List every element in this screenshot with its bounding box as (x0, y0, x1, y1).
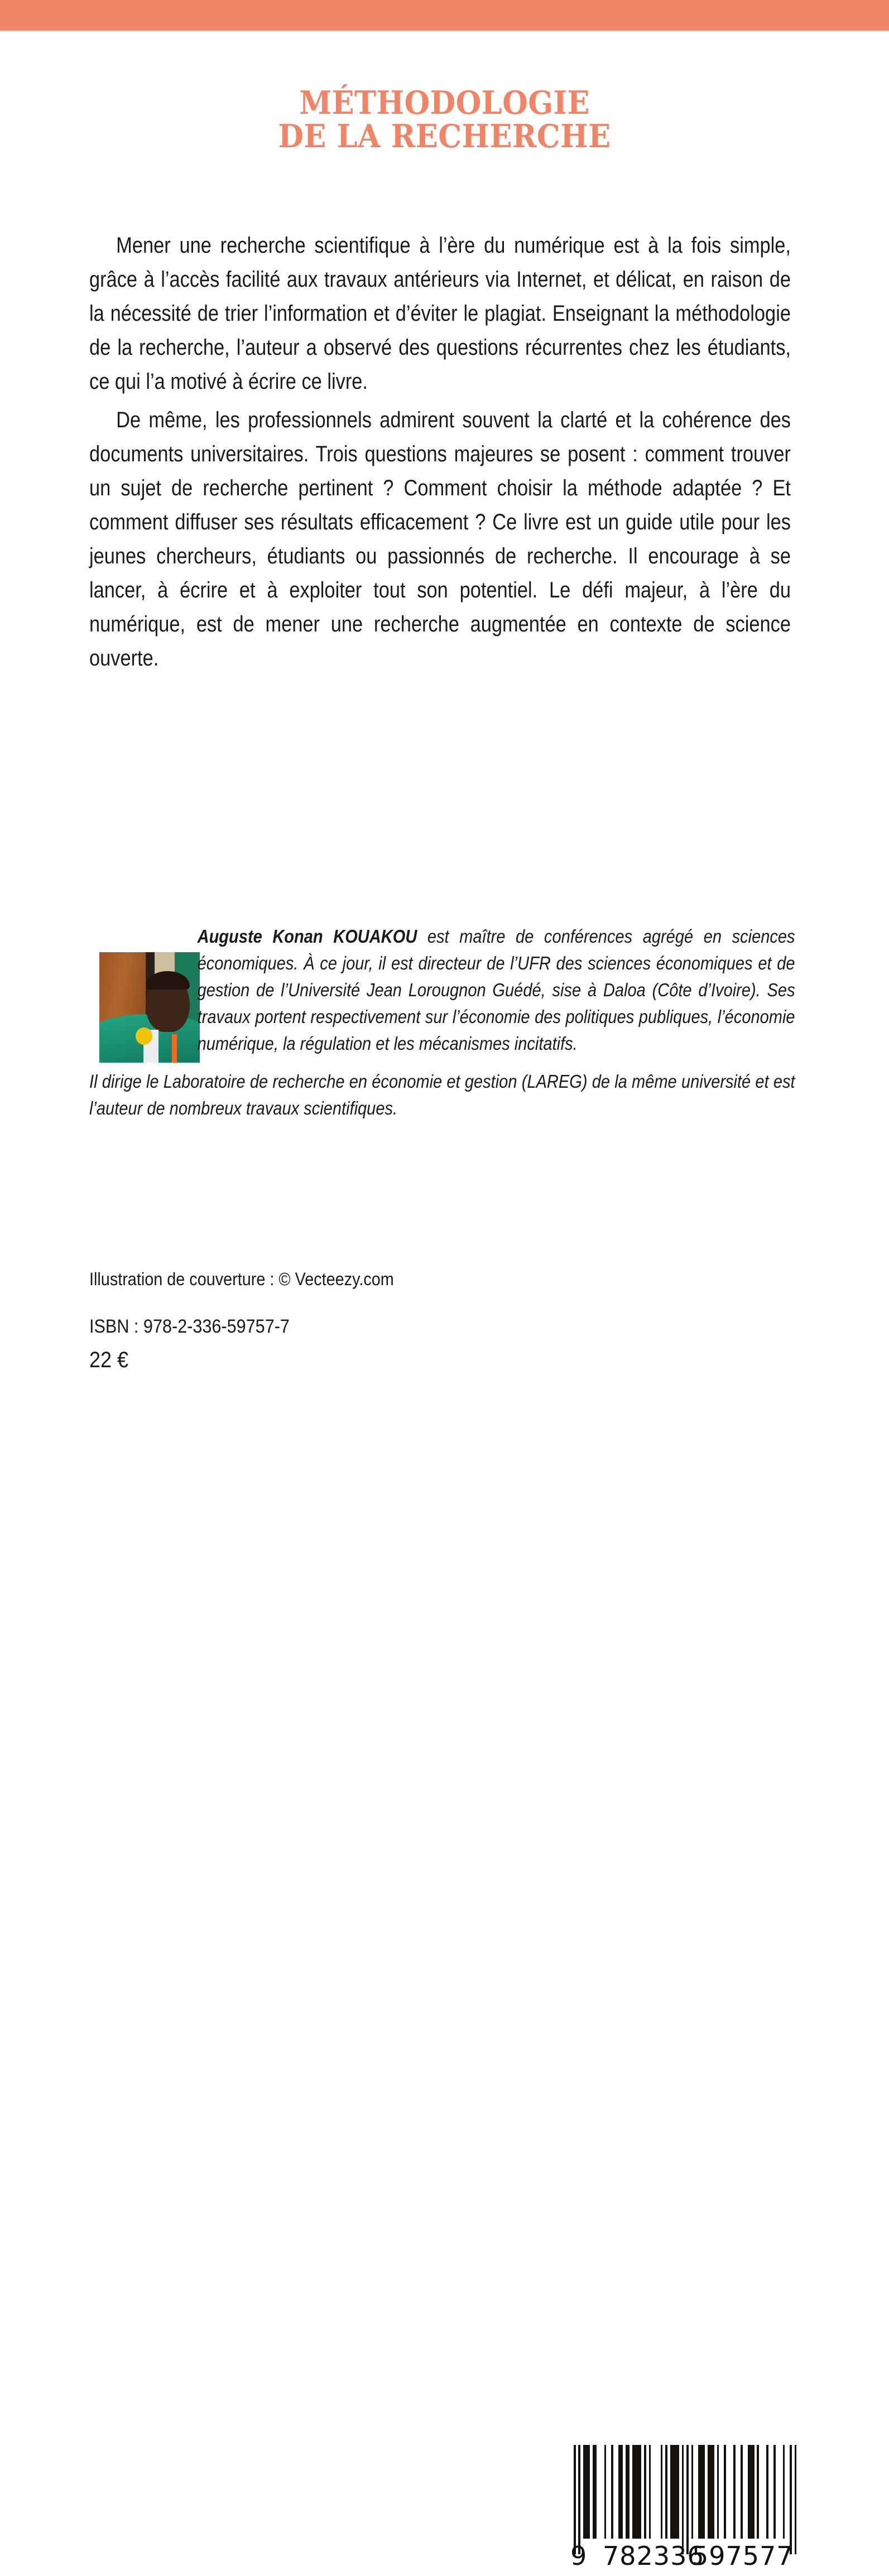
barcode-bar (741, 2445, 743, 2539)
footer (0, 1208, 889, 2571)
barcode-bar (649, 2445, 651, 2539)
back-cover-page (0, 31, 889, 2571)
blurb-text (89, 229, 792, 676)
barcode-bar (686, 2445, 689, 2554)
isbn-line: ISBN : 978-2-336-59757-7 (89, 1316, 290, 1337)
author-bio-body: est maître de conférences agrégé en sciences économiques. À ce jour, il est directeur de l’UFR des sciences économiques et de gestion de l’Université Jean Lorougnon Guédé, sise à Daloa (Côte d’Ivoire). Ses travaux portent respectivement sur l’économie des politiques publiques, l’économie numérique, la régulation et les mécanismes incitatifs. (197, 926, 795, 1054)
barcode-bar (593, 2445, 597, 2539)
barcode-bar (665, 2445, 667, 2539)
blurb-paragraph-2: De même, les professionnels admirent souvent la clarté et la cohérence des documents universitaires. Trois questions majeures se posent : comment trouver un sujet de recherche pertinent ? Comment choisir la méthode adaptée ? Et comment diffuser ses résultats efficacement ? Ce livre est un guide utile pour les jeunes chercheurs, étudiants ou passionnés de recherche. Il encourage à se lancer, à écrire et à exploiter tout son potentiel. Le défi majeur, à l’ère du numérique, est de mener une recherche augmentée en contexte de science ouverte. (89, 408, 791, 670)
barcode-bar (632, 2445, 641, 2539)
barcode-bar (682, 2445, 684, 2554)
blurb-paragraph-1: Mener une recherche scientifique à l’ère du numérique est à la fois simple, grâce à l’accès facilité aux travaux antérieurs via Internet, et délicat, en raison de la nécessité de trier l’information et d’éviter le plagiat. Enseignant la méthodologie de la recherche, l’auteur a observé des questions récurrentes chez les étudiants, ce qui l’a motivé à écrire ce livre. (89, 233, 791, 394)
footer-left-column (89, 1268, 547, 1374)
barcode-bar (691, 2445, 694, 2539)
barcode-bar (574, 2445, 576, 2554)
author-bio-text (89, 923, 795, 1057)
barcode-bar (583, 2445, 590, 2539)
barcode-digits (570, 2540, 797, 2571)
barcode-bars (574, 2445, 797, 2539)
barcode-bar (757, 2445, 759, 2539)
barcode-bar (724, 2445, 726, 2539)
barcode-bar (618, 2445, 623, 2539)
barcode-bar (790, 2445, 792, 2554)
barcode-bar (578, 2445, 580, 2554)
author-bio-tail: Il dirige le Laboratoire de recherche en économie et gestion (LAREG) de la même université et est l’auteur de nombreux travaux scientifiques. (89, 1071, 795, 1118)
barcode-bar (604, 2445, 607, 2539)
barcode-bar (708, 2445, 714, 2539)
title-line-1: MÉTHODOLOGIE (299, 84, 590, 122)
barcode-bar (733, 2445, 736, 2539)
title-line-2: DE LA RECHERCHE (278, 118, 611, 155)
barcode-bar (670, 2445, 679, 2539)
illustration-credit: Illustration de couverture : © Vecteezy.com (89, 1269, 394, 1289)
barcode-bar (748, 2445, 755, 2539)
barcode-bar (795, 2445, 797, 2554)
top-orange-band (0, 0, 889, 31)
barcode-right-group: 597577 (692, 2541, 794, 2571)
barcode-bar (766, 2445, 768, 2539)
page-title (0, 86, 889, 153)
barcode-bar (698, 2445, 705, 2539)
barcode-bar (611, 2445, 613, 2539)
barcode-lead-digit: 9 (570, 2541, 588, 2571)
author-bio (89, 923, 795, 1122)
barcode-bar (783, 2445, 785, 2539)
ean13-barcode (570, 2445, 797, 2576)
barcode-bar (773, 2445, 776, 2539)
barcode-bar (626, 2445, 630, 2539)
barcode-bar (717, 2445, 719, 2539)
barcode-bar (661, 2445, 663, 2539)
price-line: 22 € (89, 1348, 129, 1372)
barcode-left-group: 782336 (603, 2541, 704, 2571)
author-name: Auguste Konan KOUAKOU (197, 926, 417, 947)
barcode-bar (644, 2445, 646, 2539)
